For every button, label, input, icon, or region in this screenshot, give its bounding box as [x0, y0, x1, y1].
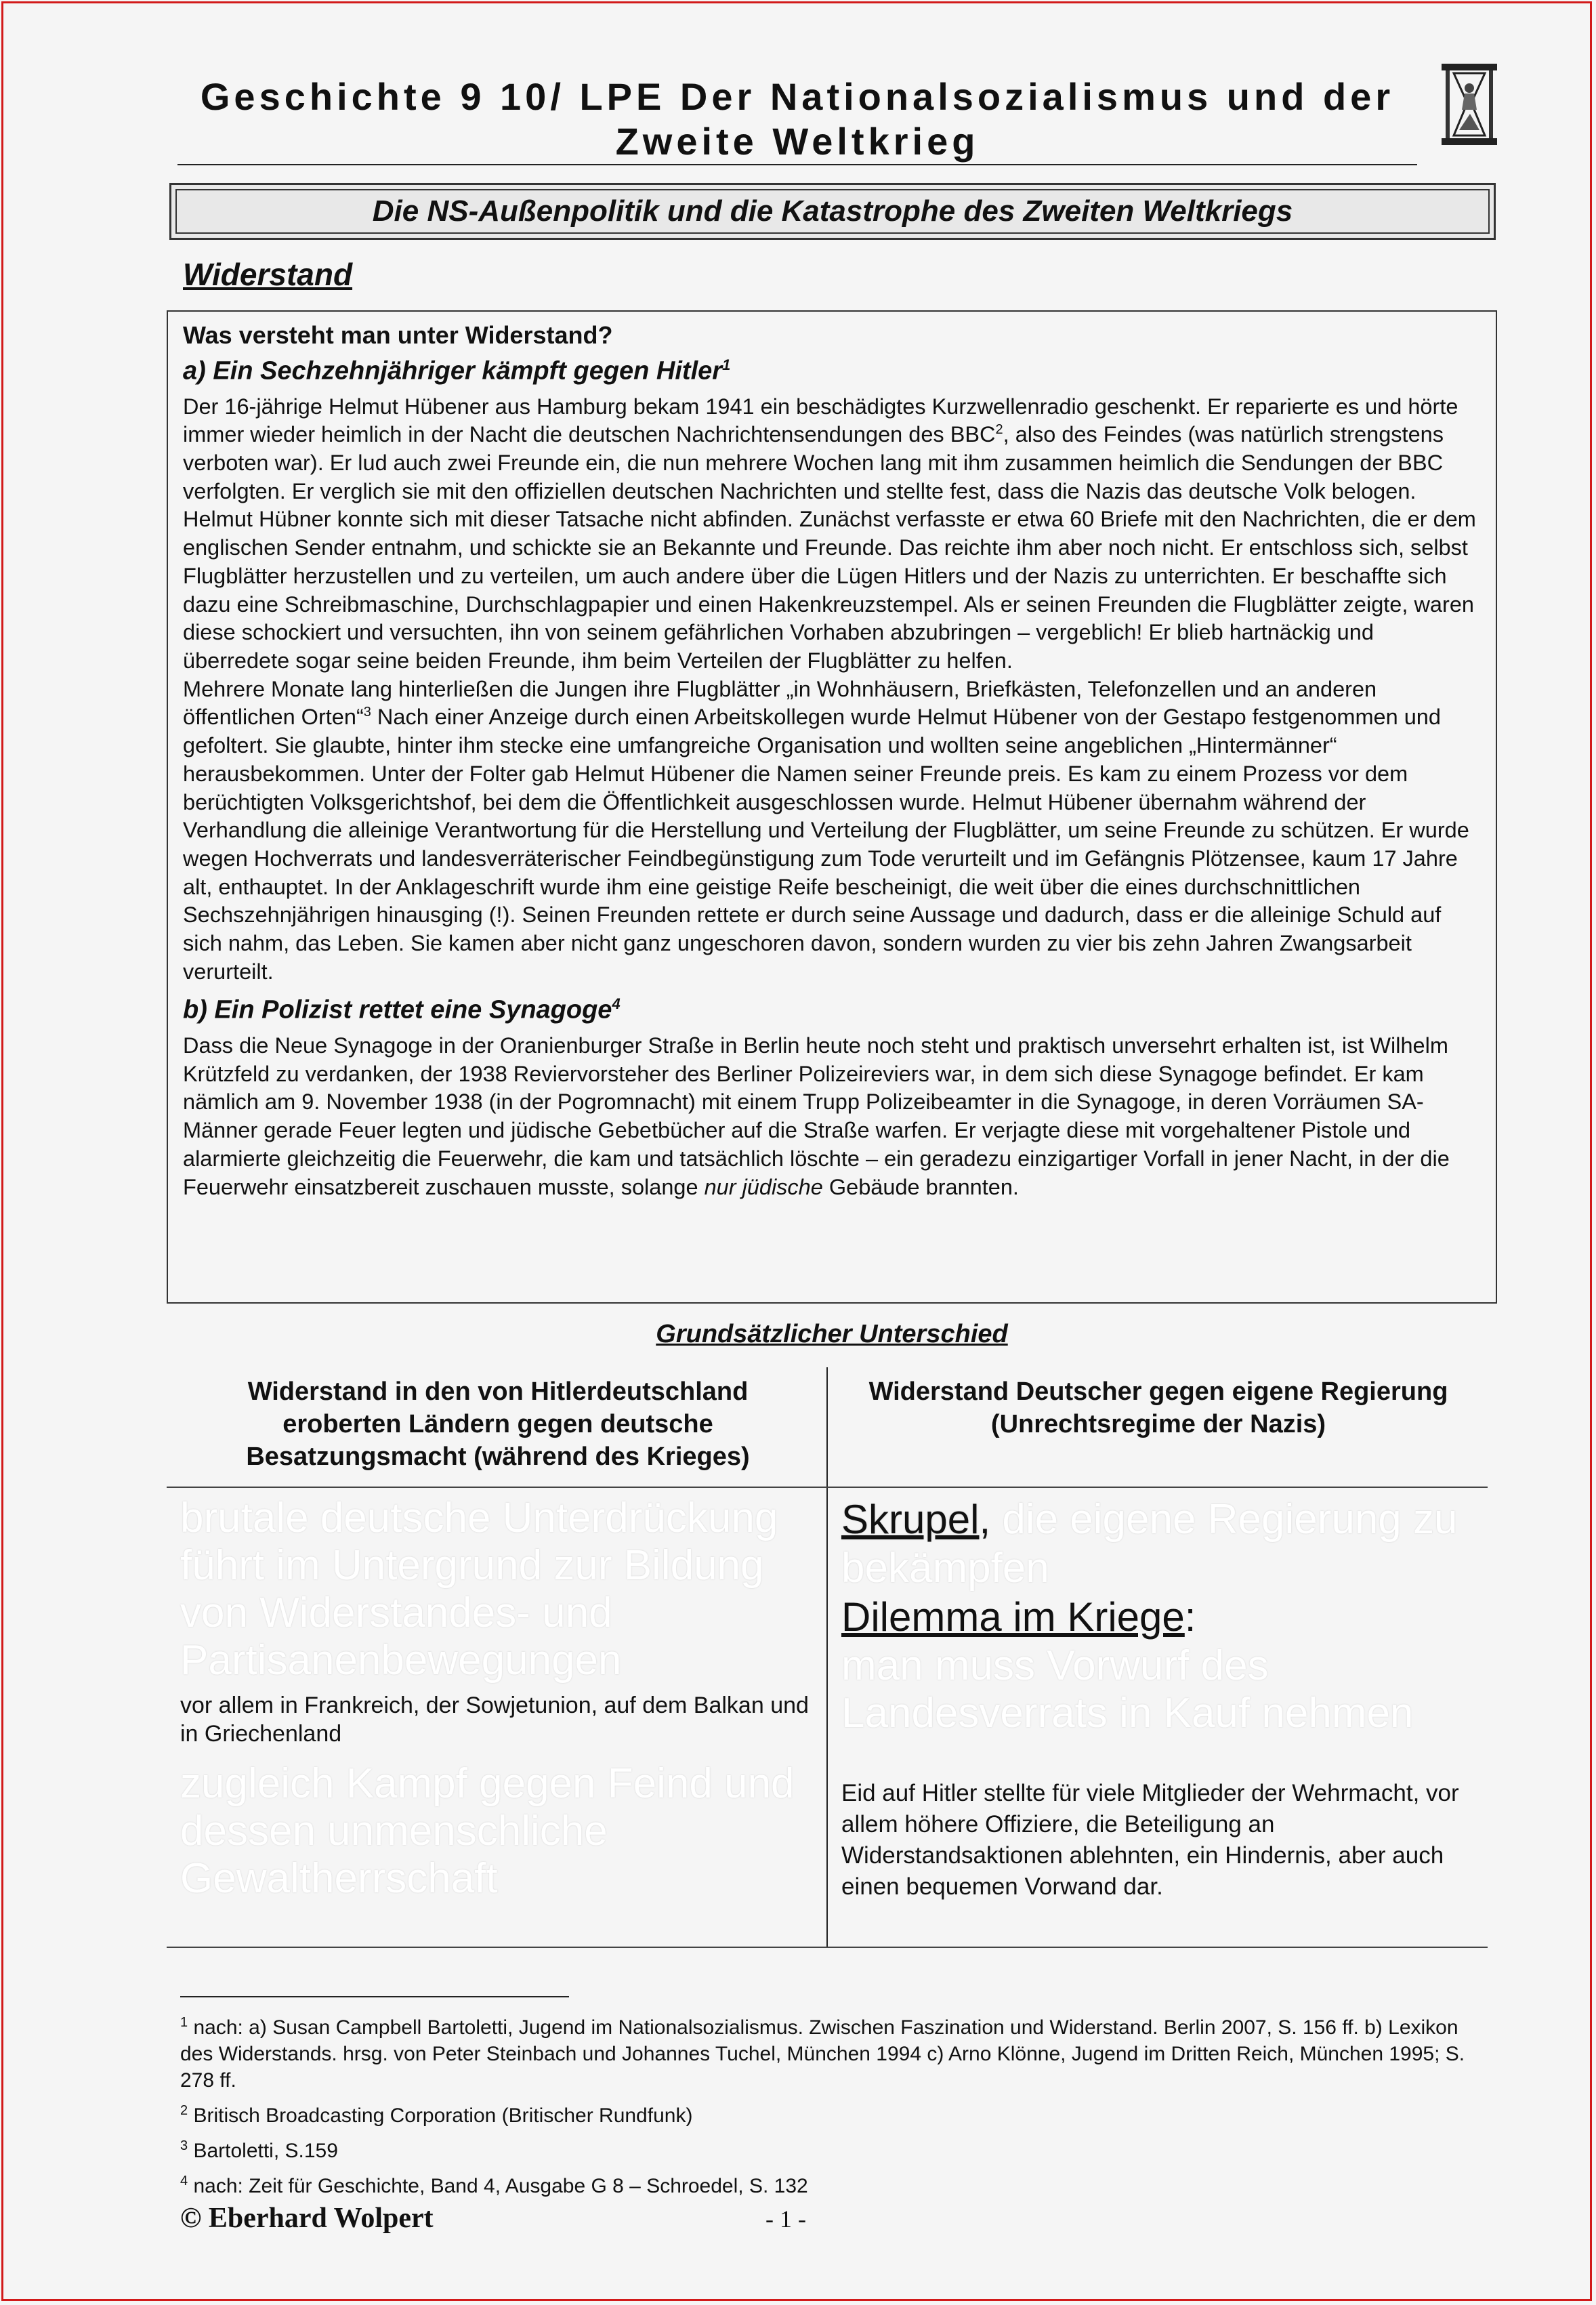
- footnote-1-text: nach: a) Susan Campbell Bartoletti, Jugend im Nationalsozialismus. Zwischen Faszination und Widerstand. Berlin 2007, S. 156 ff. b) Lexikon des Widerstands. hrsg. von Peter Steinbach und Johannes Tuchel, München 1994 c) Arno Klönne, Jugend im Dritten Reich, München 1995; S. 278 ff.: [180, 2016, 1465, 2092]
- right-faded-text-1: die eigene Regierung zu bekämpfen: [841, 1496, 1458, 1592]
- paragraph-b1-post: Gebäude brannten.: [822, 1174, 1019, 1199]
- paragraph-b1-pre: Dass die Neue Synagoge in der Oranienburger Straße in Berlin heute noch steht und praktisch unversehrt erhalten ist, ist Wilhelm Krützfeld zu verdanken, der 1938 Reviervorsteher des Berliner Polizeireviers war, in dem sich diese Synagoge befindet. Er kam nämlich am 9. November 1938 (in der Pogromnacht) mit einem Trupp Polizeibeamter in die Synagoge, in deren Vorräumen SA-Männer gerade Feuer legten und jüdische Gebetbücher auf die Straße warfen. Er verjagte diese mit vorgehaltener Pistole und alarmierte gleichzeitig die Feuerwehr, die kam und tatsächlich löschte – ein geradezu einzigartiger Vorfall in jener Nacht, in der die Feuerwehr einsatzbereit zuschauen musste, solange: [183, 1033, 1450, 1199]
- right-block-1: [841, 1495, 1485, 1592]
- skrupel-term-text: Skrupel: [841, 1497, 980, 1542]
- skrupel-term-sep: ,: [979, 1497, 991, 1542]
- footnote-4-num: 4: [180, 2174, 188, 2188]
- left-column-cell: [180, 1495, 810, 1903]
- paragraph-b1: [183, 1032, 1481, 1201]
- paragraph-a1-pre: Der 16-jährige Helmut Hübener aus Hamburg bekam 1941 ein beschädigtes Kurzwellenradio geschenkt. Er reparierte es und hörte immer wieder heimlich in der Nacht die deutschen Nachrichtensendungen des BBC: [183, 394, 1458, 447]
- header-rule: [177, 164, 1417, 165]
- comparison-title: Grundsätzlicher Unterschied: [656, 1320, 1008, 1348]
- text-box: [167, 310, 1497, 1304]
- left-faded-text-1: brutale deutsche Unterdrückung führt im Untergrund zur Bildung von Widerstandes- und Partisanenbewegungen: [180, 1495, 778, 1684]
- footnote-4-text: nach: Zeit für Geschichte, Band 4, Ausgabe G 8 – Schroedel, S. 132: [188, 2175, 808, 2197]
- paragraph-b1-italic: nur jüdische: [704, 1174, 823, 1199]
- paragraph-a3-post: Nach einer Anzeige durch einen Arbeitskollegen wurde Helmut Hübener von der Gestapo festgenommen und gefoltert. Sie glaubte, hinter ihm stecke eine umfangreiche Organisation und wollten seine angeblichen „Hintermänner“ herausbekommen. Unter der Folter gab Helmut Hübener die Namen seiner Freunde preis. Es kam zu einem Prozess vor dem berüchtigten Volksgerichtshof, bei dem die Öffentlichkeit ausgeschlossen wurde. Helmut Hübener übernahm während der Verhandlung die alleinige Verantwortung für die Herstellung und Verteilung der Flugblätter, um seine Freunde zu schützen. Er wurde wegen Hochverrats und landesverräterischer Feindbegünstigung zum Tode verurteilt und im Gefängnis Plötzensee, kaum 17 Jahre alt, enthauptet. In der Anklageschrift wurde ihm eine geistige Reife bescheinigt, die weit über die eines durchschnittlichen Sechszehnjährigen hinausging (!). Seinen Freunden rettete er durch seine Aussage und dadurch, dass er die alleinige Schuld auf sich nahm, das Leben. Sie kamen aber nicht ganz ungeschoren davon, sondern wurden zu vier bis zehn Jahren Zwangsarbeit verurteilt.: [183, 705, 1469, 984]
- paragraph-a3: [183, 676, 1481, 987]
- subheading-b: [183, 995, 1481, 1025]
- footnote-2: [180, 2098, 1481, 2129]
- left-column-text: vor allem in Frankreich, der Sowjetunion, auf dem Balkan und in Griechenland: [180, 1693, 809, 1747]
- hourglass-icon: [1439, 62, 1500, 146]
- left-column-header: Widerstand in den von Hitlerdeutschland eroberten Ländern gegen deutsche Besatzungsmacht (während des Krieges): [246, 1377, 750, 1471]
- question-title: Was versteht man unter Widerstand?: [183, 321, 613, 349]
- skrupel-term: [841, 1497, 990, 1542]
- footnote-ref-3: 3: [363, 705, 371, 720]
- right-column-text: Eid auf Hitler stellte für viele Mitglieder der Wehrmacht, vor allem höhere Offiziere, die Beteiligung an Widerstandsaktionen ablehnten, ein Hindernis, aber auch einen bequemen Vorwand dar.: [841, 1780, 1459, 1900]
- right-faded-text-2: man muss Vorwurf des Landesverrats in Kauf nehmen: [841, 1642, 1414, 1737]
- copyright: © Eberhard Wolpert: [180, 2203, 434, 2234]
- dilemma-term-text: Dilemma im Kriege: [841, 1594, 1185, 1640]
- title-line-1: Geschichte 9 10/ LPE Der Nationalsozialismus und der: [200, 75, 1395, 118]
- footnote-3-text: Bartoletti, S.159: [188, 2140, 338, 2162]
- footnote-3: [180, 2133, 1481, 2164]
- paragraph-a1-post: , also des Feindes (was natürlich strengstens verboten war). Er lud auch zwei Freunde ein, die nun mehrere Wochen lang mit ihm zusammen heimlich die Sendungen der BBC verfolgten. Er verglich sie mit den offiziellen deutschen Nachrichten und stellte fest, dass die Nazis das deutsche Volk belogen.: [183, 422, 1444, 503]
- footnote-ref-2: 2: [995, 422, 1003, 438]
- footnote-3-num: 3: [180, 2138, 188, 2153]
- footnote-ref-4: 4: [612, 995, 621, 1013]
- subheading-a: [183, 356, 1481, 386]
- column-divider: [826, 1367, 828, 1947]
- footnote-4: [180, 2168, 1481, 2199]
- footnote-2-text: Britisch Broadcasting Corporation (Britischer Rundfunk): [188, 2104, 693, 2127]
- footnote-separator: [180, 1996, 569, 1997]
- page-title: [177, 75, 1417, 164]
- dilemma-term: [841, 1592, 1485, 1642]
- footnote-1: [180, 2010, 1481, 2094]
- right-column-header: Widerstand Deutscher gegen eigene Regierung (Unrechtsregime der Nazis): [868, 1377, 1448, 1438]
- subheading-b-text: b) Ein Polizist rettet eine Synagoge: [183, 996, 612, 1025]
- paragraph-a2: Helmut Hübner konnte sich mit dieser Tatsache nicht abfinden. Zunächst verfasste er etwa 60 Briefe mit den Nachrichten, die er dem englischen Sender entnahm, und schickte sie an Bekannte und Freunde. Das reichte ihm aber noch nicht. Er entschloss sich, selbst Flugblätter herzustellen und zu verteilen, um auch andere über die Lügen Hitlers und der Nazis zu unterrichten. Er beschaffte sich dazu eine Schreibmaschine, Durchschlagpapier und einen Hakenkreuzstempel. Als er seinen Freunden die Flugblätter zeigte, waren diese schockiert und versuchten, ihn von seinem gefährlichen Vorhaben abzubringen – vergeblich! Er blieb hartnäckig und überredete sogar seine beiden Freunde, ihm beim Verteilen der Flugblätter zu helfen.: [183, 507, 1476, 673]
- header-row-rule: [167, 1487, 1488, 1488]
- footnote-2-num: 2: [180, 2103, 188, 2118]
- banner-title: Die NS-Außenpolitik und die Katastrophe des Zweiten Weltkriegs: [372, 194, 1293, 228]
- subheading-a-text: a) Ein Sechzehnjähriger kämpft gegen Hitler: [183, 356, 723, 386]
- section-heading: Widerstand: [183, 257, 353, 292]
- footnote-ref-1: 1: [722, 356, 731, 373]
- paragraph-a3-pre: Mehrere Monate lang hinterließen die Jungen ihre Flugblätter „in Wohnhäusern, Briefkästen, Telefonzellen und an anderen öffentlichen Orten“: [183, 676, 1377, 730]
- right-column-cell: [841, 1495, 1485, 1903]
- table-bottom-rule: [167, 1947, 1488, 1948]
- footnote-1-num: 1: [180, 2015, 188, 2030]
- topic-banner: [169, 183, 1496, 240]
- paragraph-a1: [183, 393, 1481, 506]
- dilemma-term-sep: :: [1184, 1594, 1196, 1640]
- page-number: - 1 -: [765, 2205, 806, 2233]
- left-faded-text-2: zugleich Kampf gegen Feind und dessen unmenschliche Gewaltherrschaft: [180, 1760, 795, 1902]
- title-line-2: Zweite Weltkrieg: [615, 120, 980, 163]
- footnotes: [180, 2010, 1481, 2203]
